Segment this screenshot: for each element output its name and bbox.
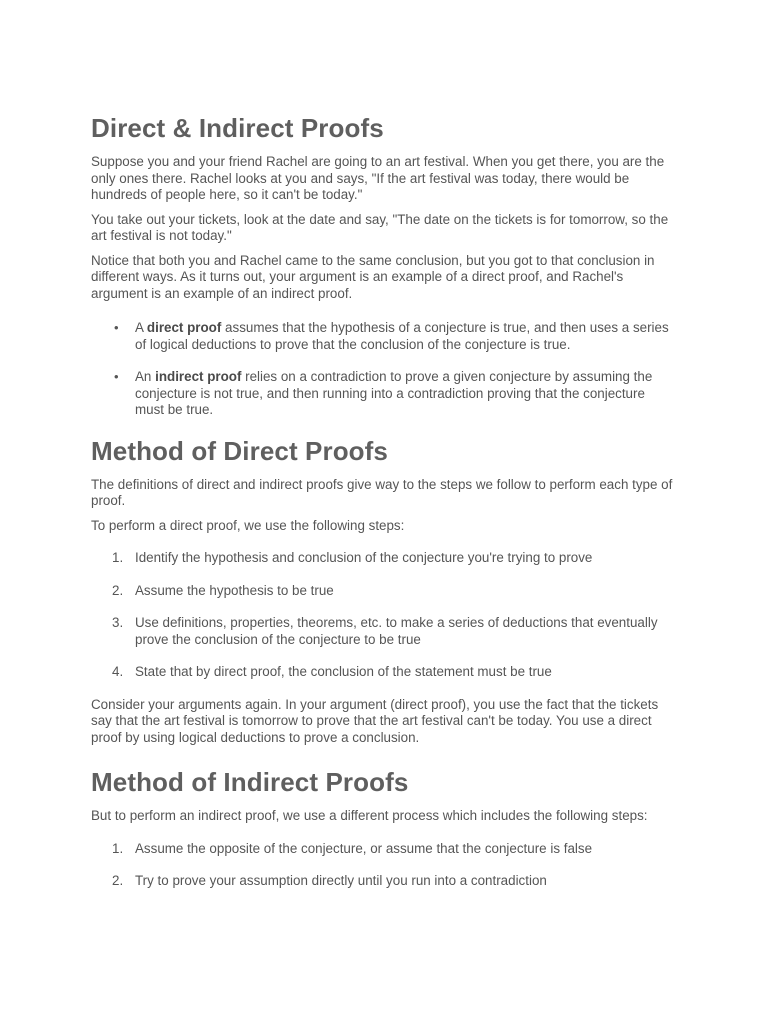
paragraph-tickets: You take out your tickets, look at the date and say, "The date on the tickets is for tomorrow, so the art festival is not today." bbox=[91, 211, 669, 243]
paragraph-definitions-give-way: The definitions of direct and indirect proofs give way to the steps we follow to perform each type of proof. bbox=[91, 476, 673, 508]
list-item bbox=[112, 664, 681, 681]
step-text: Assume the opposite of the conjecture, or assume that the conjecture is false bbox=[135, 840, 593, 856]
step-number: 2. bbox=[112, 873, 124, 888]
step-number: 2. bbox=[112, 582, 124, 598]
list-item bbox=[112, 873, 681, 890]
list-item-indirect-proof-definition bbox=[114, 369, 681, 419]
list-item bbox=[112, 582, 681, 600]
term-indirect-proof: indirect proof bbox=[155, 369, 242, 384]
paragraph-direct-proof-steps-intro: To perform a direct proof, we use the following steps: bbox=[91, 517, 405, 533]
direct-proof-steps-list bbox=[91, 550, 681, 681]
definition-prefix: A bbox=[135, 320, 147, 335]
step-text: State that by direct proof, the conclusion of the statement must be true bbox=[135, 664, 552, 679]
list-item bbox=[112, 615, 681, 648]
step-text: Try to prove your assumption directly until you run into a contradiction bbox=[135, 873, 547, 888]
bullet-icon: • bbox=[114, 369, 119, 384]
step-text: Use definitions, properties, theorems, etc. to make a series of deductions that eventually prove the conclusion of the conjecture to be true bbox=[135, 615, 658, 647]
step-number: 3. bbox=[112, 615, 124, 630]
paragraph-same-conclusion: Notice that both you and Rachel came to the same conclusion, but you got to that conclusion in different ways. As it turns out, your argument is an example of a direct proof, and Rachel's argument is an example of an indirect proof. bbox=[91, 252, 655, 301]
bullet-icon: • bbox=[114, 320, 119, 335]
step-number: 4. bbox=[112, 664, 124, 679]
document-page bbox=[91, 112, 681, 906]
heading-method-direct-proofs: Method of Direct Proofs bbox=[91, 435, 388, 466]
step-number: 1. bbox=[112, 550, 124, 565]
definition-prefix: An bbox=[135, 369, 156, 384]
heading-method-indirect-proofs: Method of Indirect Proofs bbox=[91, 767, 409, 797]
list-item bbox=[112, 550, 681, 567]
list-item bbox=[112, 840, 681, 858]
step-text: Identify the hypothesis and conclusion of the conjecture you're trying to prove bbox=[135, 550, 593, 565]
heading-direct-indirect-proofs: Direct & Indirect Proofs bbox=[91, 113, 384, 143]
list-item-direct-proof-definition bbox=[114, 320, 681, 353]
term-direct-proof: direct proof bbox=[146, 320, 222, 335]
paragraph-indirect-proof-steps-intro: But to perform an indirect proof, we use a different process which includes the following steps: bbox=[91, 808, 648, 823]
definitions-list bbox=[91, 320, 681, 419]
paragraph-consider-arguments: Consider your arguments again. In your argument (direct proof), you use the fact that the tickets say that the art festival is tomorrow to prove that the art festival can't be today. You use a direct proof by using logical deductions to prove a conclusion. bbox=[91, 696, 659, 745]
paragraph-art-festival-intro: Suppose you and your friend Rachel are going to an art festival. When you get there, you are the only ones there. Rachel looks at you and says, "If the art festival was today, there would be hundreds of people here, so it can't be today." bbox=[91, 154, 665, 202]
step-number: 1. bbox=[112, 840, 124, 856]
indirect-proof-steps-list bbox=[91, 841, 681, 890]
step-text: Assume the hypothesis to be true bbox=[135, 582, 334, 598]
definition-text: assumes that the hypothesis of a conjecture is true, and then uses a series of logical deductions to prove that the conclusion of the conjecture is true. bbox=[135, 320, 669, 352]
definition-text: relies on a contradiction to prove a given conjecture by assuming the conjecture is not true, and then running into a contradiction proving that the conjecture must be true. bbox=[135, 369, 653, 417]
